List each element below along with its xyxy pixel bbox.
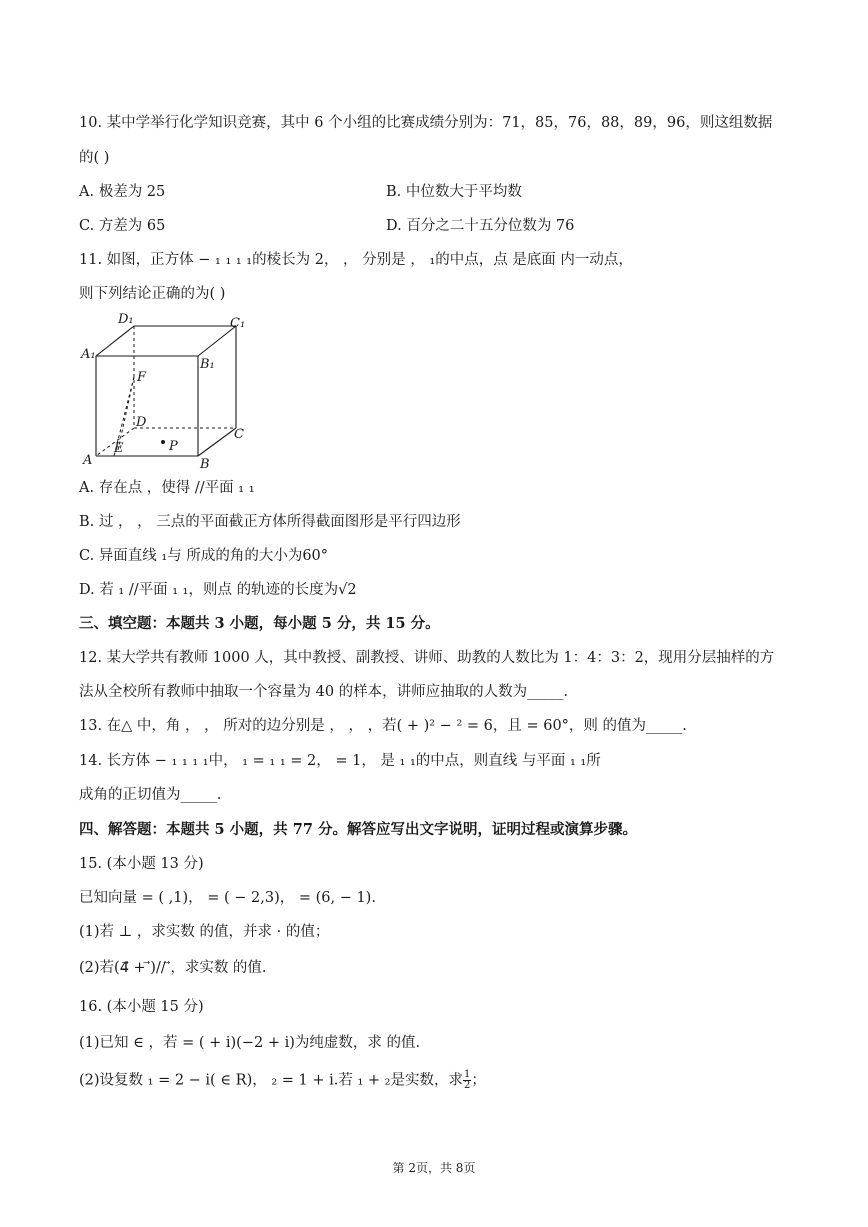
label-p: P	[169, 439, 178, 454]
point-p-dot	[161, 440, 165, 444]
q16-part1: (1)已知 ∈ ，若 = ( + i)(−2 + i)为纯虚数，求 的值.	[79, 1035, 421, 1051]
q14-stem-line1: 14. 长方体 − ₁ ₁ ₁ ₁中， ₁ = ₁ ₁ = 2， = 1， 是 ₁ ₁的中点，则直线 与平面 ₁ ₁所	[79, 753, 601, 769]
label-d: D	[136, 415, 147, 430]
q16-part2-text: (2)设复数 ₁ = 2 − i( ∈ R)， ₂ = 1 + i.若 ₁ + ₂是实数，求	[79, 1072, 463, 1089]
q16-part2-end: ；	[471, 1072, 486, 1089]
label-b1: B₁	[200, 357, 215, 372]
q11-option-d: D. 若 ₁ //平面 ₁ ₁，则点 的轨迹的长度为√2	[79, 582, 357, 598]
q10-stem-line1: 10. 某中学举行化学知识竞赛，其中 6 个小组的比赛成绩分别为：71，85，76，88，89，96，则这组数据	[79, 115, 773, 131]
q16-title: 16. (本小题 15 分)	[79, 999, 204, 1015]
label-f: F	[137, 370, 147, 385]
label-d1: D₁	[118, 312, 134, 327]
q13-stem: 13. 在△ 中，角 ， ， 所对的边分别是 ， ， ，若( + )² − ² = 6，且 = 60°，则 的值为_____.	[79, 718, 687, 734]
q10-option-b: B. 中位数大于平均数	[386, 184, 522, 200]
page-footer: 第 2页，共 8页	[392, 1161, 476, 1175]
label-e: E	[114, 441, 124, 456]
fraction-numerator: 1	[463, 1069, 471, 1080]
q16-part2	[79, 1070, 486, 1091]
section4-heading: 四、解答题：本题共 5 小题，共 77 分。解答应写出文字说明，证明过程或演算步骤。	[79, 821, 637, 838]
q15-part2: (2)若(4⃗ + ⃗)// ⃗，求实数 的值.	[79, 960, 267, 976]
q11-stem-line1: 11. 如图，正方体 − ₁ ₁ ₁ ₁的棱长为 2， ， 分别是 ， ₁的中点，点 是底面 内一动点，	[79, 252, 633, 268]
label-a1: A₁	[81, 347, 96, 362]
fraction-denominator: 2	[463, 1080, 471, 1091]
q10-option-a: A. 极差为 25	[79, 184, 166, 200]
label-c1: C₁	[230, 316, 246, 331]
q15-title: 15. (本小题 13 分)	[79, 856, 204, 872]
q10-option-d: D. 百分之二十五分位数为 76	[386, 218, 575, 234]
q11-option-c: C. 异面直线 ₁与 所成的角的大小为60°	[79, 548, 329, 564]
q11-stem-line2: 则下列结论正确的为( )	[79, 286, 226, 302]
cube-figure	[80, 310, 252, 472]
q11-option-a: A. 存在点 ，使得 //平面 ₁ ₁	[79, 480, 255, 496]
q15-given: 已知向量 = ( ,1)， = ( − 2,3)， = (6, − 1).	[79, 890, 376, 906]
q12-stem-line1: 12. 某大学共有教师 1000 人，其中教授、副教授、讲师、助教的人数比为 1：4：3：2，现用分层抽样的方	[79, 650, 775, 666]
q12-stem-line2: 法从全校所有教师中抽取一个容量为 40 的样本，讲师应抽取的人数为_____.	[79, 684, 569, 700]
q14-stem-line2: 成角的正切值为_____.	[79, 787, 222, 803]
q11-option-b: B. 过 ， ， 三点的平面截正方体所得截面图形是平行四边形	[79, 514, 461, 530]
section3-heading: 三、填空题：本题共 3 小题，每小题 5 分，共 15 分。	[79, 615, 440, 632]
q15-part1: (1)若 ⊥ ，求实数 的值，并求 · 的值；	[79, 924, 330, 940]
label-a: A	[83, 453, 93, 468]
label-b: B	[200, 457, 210, 472]
q10-stem-line2: 的( )	[79, 150, 110, 166]
label-c: C	[234, 427, 244, 442]
q10-option-c: C. 方差为 65	[79, 218, 166, 234]
